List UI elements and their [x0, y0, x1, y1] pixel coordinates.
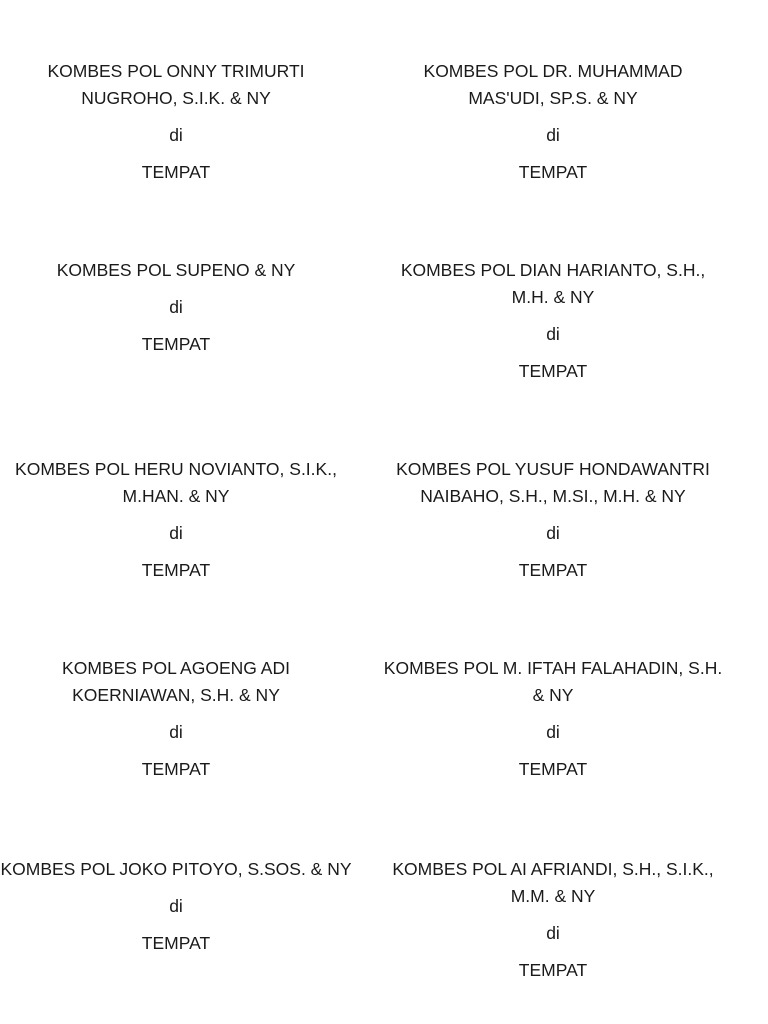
- di-text: di: [169, 523, 183, 543]
- address-label: [0, 856, 352, 957]
- recipient-name: KOMBES POL ONNY TRIMURTI NUGROHO, S.I.K. & NY: [47, 61, 305, 108]
- tempat-text: TEMPAT: [518, 162, 588, 182]
- di-text: di: [169, 896, 183, 916]
- recipient-name: KOMBES POL SUPENO & NY: [56, 260, 296, 280]
- tempat-text: TEMPAT: [141, 334, 211, 354]
- recipient-name: KOMBES POL AI AFRIANDI, S.H., S.I.K., M.M. & NY: [392, 859, 714, 906]
- address-label: [376, 456, 730, 584]
- tempat-text: TEMPAT: [518, 361, 588, 381]
- di-text: di: [546, 324, 560, 344]
- di-text: di: [169, 125, 183, 145]
- address-label: [376, 257, 730, 385]
- tempat-text: TEMPAT: [141, 560, 211, 580]
- recipient-name: KOMBES POL DIAN HARIANTO, S.H., M.H. & NY: [400, 260, 706, 307]
- address-label: [376, 655, 730, 783]
- recipient-name: KOMBES POL AGOENG ADI KOERNIAWAN, S.H. & NY: [62, 658, 290, 705]
- address-label: [0, 655, 352, 783]
- di-text: di: [169, 297, 183, 317]
- tempat-text: TEMPAT: [518, 759, 588, 779]
- recipient-name: KOMBES POL DR. MUHAMMAD MAS'UDI, SP.S. & NY: [423, 61, 683, 108]
- tempat-text: TEMPAT: [141, 759, 211, 779]
- di-text: di: [169, 722, 183, 742]
- di-text: di: [546, 923, 560, 943]
- tempat-text: TEMPAT: [518, 560, 588, 580]
- recipient-name: KOMBES POL HERU NOVIANTO, S.I.K., M.HAN. & NY: [15, 459, 337, 506]
- di-text: di: [546, 523, 560, 543]
- recipient-name: KOMBES POL M. IFTAH FALAHADIN, S.H. & NY: [383, 658, 723, 705]
- tempat-text: TEMPAT: [518, 960, 588, 980]
- address-label: [0, 456, 352, 584]
- recipient-name: KOMBES POL YUSUF HONDAWANTRI NAIBAHO, S.H., M.SI., M.H. & NY: [396, 459, 710, 506]
- di-text: di: [546, 722, 560, 742]
- address-label: [376, 58, 730, 186]
- address-label: [0, 58, 352, 186]
- address-label: [0, 257, 352, 358]
- tempat-text: TEMPAT: [141, 933, 211, 953]
- tempat-text: TEMPAT: [141, 162, 211, 182]
- address-label: [376, 856, 730, 984]
- recipient-name: KOMBES POL JOKO PITOYO, S.SOS. & NY: [0, 859, 352, 879]
- di-text: di: [546, 125, 560, 145]
